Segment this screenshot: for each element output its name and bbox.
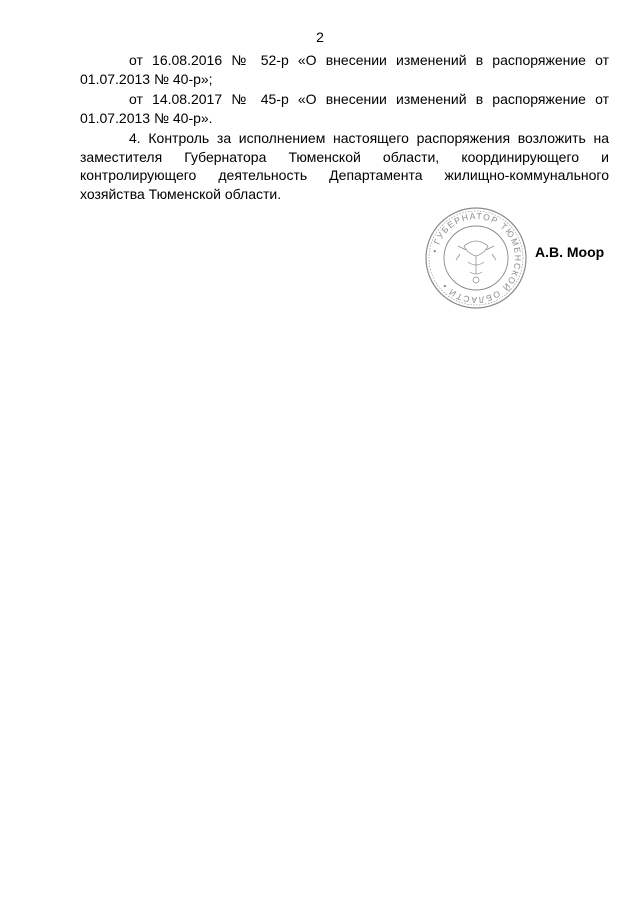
signer-name: А.В. Моор <box>535 244 605 260</box>
official-seal-stamp <box>424 206 528 310</box>
coat-of-arms-icon <box>456 241 496 283</box>
document-body <box>80 51 609 205</box>
amendment-item-2: от 14.08.2017 № 45-р «О внесении изменений в распоряжение от 01.07.2013 № 40-р». <box>80 91 609 126</box>
amendment-item-1: от 16.08.2016 № 52-р «О внесении изменений в распоряжение от 01.07.2013 № 40-р»; <box>80 52 609 87</box>
control-clause-paragraph: 4. Контроль за исполнением настоящего распоряжения возложить на заместителя Губернатора Тюменской области, координирующего и контролирующего деятельность Департамента жилищно-коммунального хозяйства Тюменской области. <box>80 130 609 202</box>
signature-block <box>420 206 620 316</box>
page-number: 2 <box>316 29 324 45</box>
stamp-legend: • ГУБЕРНАТОР ТЮМЕНСКОЙ ОБЛАСТИ • <box>429 210 524 306</box>
